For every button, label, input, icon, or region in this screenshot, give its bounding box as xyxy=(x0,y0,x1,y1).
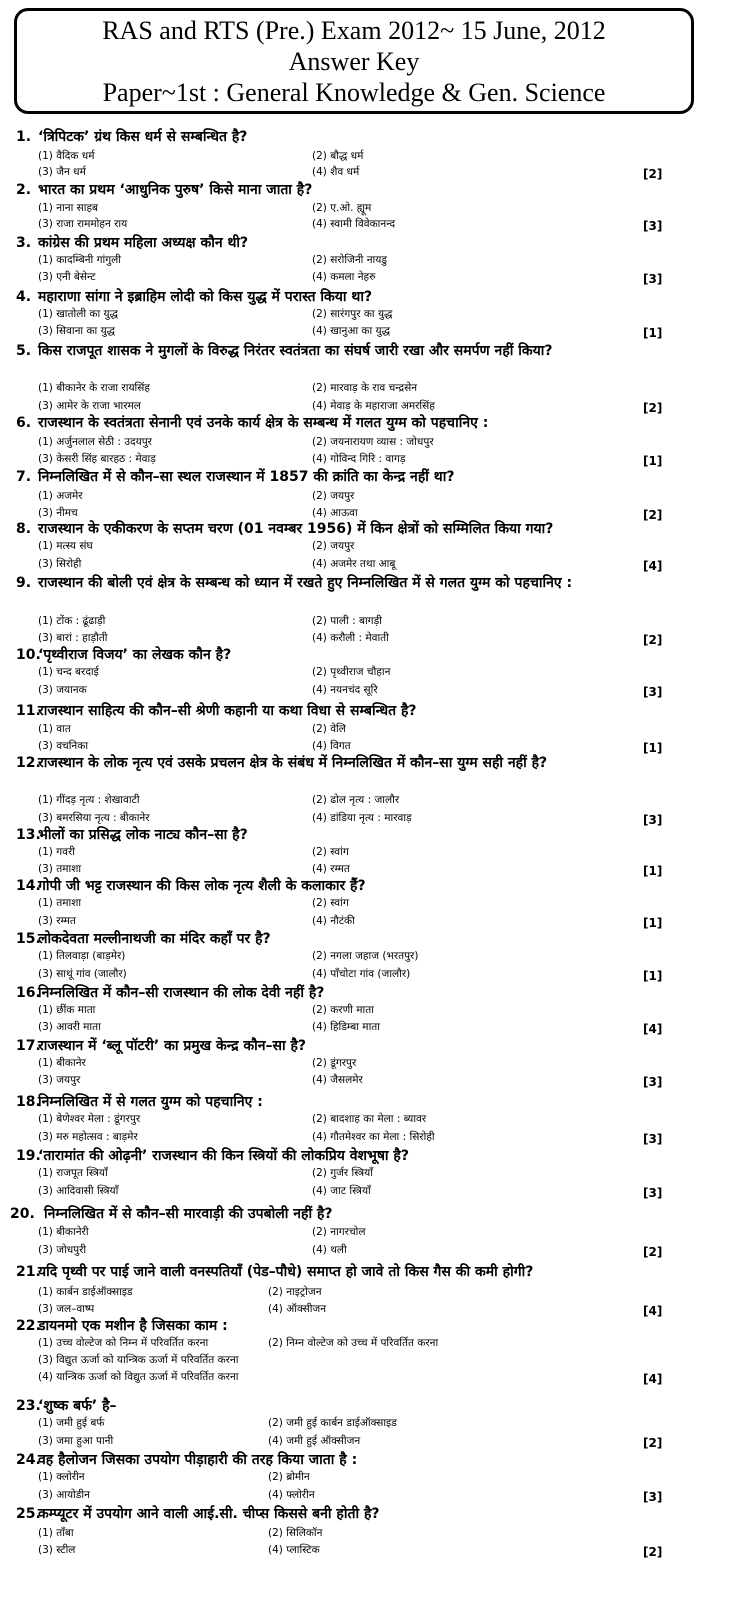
answer-label: [4] xyxy=(643,1304,663,1318)
answer-label: [3] xyxy=(643,1132,663,1146)
option-2: (2) ब्रोमीन xyxy=(268,1471,310,1483)
answer-label: [3] xyxy=(643,1186,663,1200)
option-2: (2) पाली : बागड़ी xyxy=(312,615,382,627)
option-4: (4) शैव धर्म xyxy=(312,166,360,178)
question-number: 19. xyxy=(16,1148,41,1164)
question-number: 10. xyxy=(16,647,41,663)
header-box xyxy=(14,8,694,114)
option-3: (3) आमेर के राजा भारमल xyxy=(38,400,141,412)
question-number: 23. xyxy=(16,1398,41,1414)
option-4: (4) विगत xyxy=(312,740,351,752)
option-4: (4) रम्मत xyxy=(312,863,350,875)
question-number: 4. xyxy=(16,289,32,305)
option-4: (4) कमला नेहरु xyxy=(312,271,376,283)
answer-label: [3] xyxy=(643,219,663,233)
option-2: (2) नगला जहाज (भरतपुर) xyxy=(312,950,419,962)
answer-label: [1] xyxy=(643,741,663,755)
option-3: (3) स्टील xyxy=(38,1544,76,1556)
option-2: (2) नाइट्रोजन xyxy=(268,1286,322,1298)
question-text: ‘शुष्क बर्फ’ है– xyxy=(38,1398,117,1414)
answer-label: [1] xyxy=(643,326,663,340)
question-number: 13. xyxy=(16,827,41,843)
question-text: गोपी जी भट्ट राजस्थान की किस लोक नृत्य शैली के कलाकार हैं? xyxy=(38,878,366,894)
option-2: (2) नागरचोल xyxy=(312,1226,366,1238)
answer-label: [2] xyxy=(643,508,663,522)
option-3: (3) एनी बेसेन्ट xyxy=(38,271,96,283)
answer-label: [4] xyxy=(643,1022,663,1036)
question-text: ‘त्रिपिटक’ ग्रंथ किस धर्म से सम्बन्धित है? xyxy=(38,129,248,145)
option-3: (3) बमरसिया नृत्य : बीकानेर xyxy=(38,812,150,824)
option-1: (1) चन्द बरदाई xyxy=(38,666,99,678)
option-3: (3) सिवाना का युद्ध xyxy=(38,325,116,337)
answer-label: [3] xyxy=(643,685,663,699)
question-number: 5. xyxy=(16,343,32,359)
option-3: (3) जयानक xyxy=(38,684,87,696)
option-4: (4) जमी हुई ऑक्सीजन xyxy=(268,1435,361,1447)
question-number: 16. xyxy=(16,985,41,1001)
answer-label: [1] xyxy=(643,454,663,468)
option-3: (3) मरु महोत्सव : बाड़मेर xyxy=(38,1131,138,1143)
question-number: 8. xyxy=(16,521,32,537)
option-2: (2) जयपुर xyxy=(312,490,355,502)
question-number: 24. xyxy=(16,1452,41,1468)
option-3: (3) जयपुर xyxy=(38,1074,81,1086)
option-4: (4) ऑक्सीजन xyxy=(268,1303,327,1315)
question-number: 7. xyxy=(16,469,32,485)
question-text: वह हैलोजन जिसका उपयोग पीड़ाहारी की तरह किया जाता है : xyxy=(38,1452,358,1468)
option-2: (2) स्वांग xyxy=(312,846,349,858)
option-1: (1) तमाशा xyxy=(38,897,82,909)
option-3: (3) नीमच xyxy=(38,507,78,519)
option-1: (1) कादम्बिनी गांगुली xyxy=(38,254,121,266)
answer-label: [4] xyxy=(643,559,663,573)
question-text: भारत का प्रथम ‘आधुनिक पुरुष’ किसे माना जाता है? xyxy=(38,182,313,198)
option-4: (4) डांडिया नृत्य : मारवाड़ xyxy=(312,812,412,824)
option-1: (1) ताँबा xyxy=(38,1527,74,1539)
option-4: (4) थली xyxy=(312,1244,347,1256)
question-number: 12. xyxy=(16,755,41,771)
option-3: (3) आवरी माता xyxy=(38,1021,101,1033)
option-4: (4) पाँचोटा गांव (जालौर) xyxy=(312,968,411,980)
question-text: भीलों का प्रसिद्ध लोक नाट्य कौन–सा है? xyxy=(38,827,248,843)
option-1: (1) जमी हुई बर्फ xyxy=(38,1417,105,1429)
question-number: 22. xyxy=(16,1318,41,1334)
option-2: (2) मारवाड़ के राव चन्द्रसेन xyxy=(312,382,418,394)
question-text: ‘तारामांत की ओढ़नी’ राजस्थान की किन स्त्रियों की लोकप्रिय वेशभूषा है? xyxy=(38,1148,409,1164)
option-3: (3) जोधपुरी xyxy=(38,1244,87,1256)
question-text: यदि पृथ्वी पर पाई जाने वाली वनस्पतियाँ (पेड–पौधे) समाप्त हो जावे तो किस गैस की कमी होगी? xyxy=(38,1264,534,1280)
answer-label: [3] xyxy=(643,813,663,827)
option-2: (2) गुर्जर स्त्रियाँ xyxy=(312,1167,373,1179)
option-3: (3) साथूं गांव (जालौर) xyxy=(38,968,127,980)
question-number: 15. xyxy=(16,931,41,947)
option-2: (2) सरोजिनी नायडु xyxy=(312,254,387,266)
question-number: 17. xyxy=(16,1038,41,1054)
option-4: (4) हिडिम्बा माता xyxy=(312,1021,381,1033)
option-4: (4) आऊवा xyxy=(312,507,358,519)
question-number: 9. xyxy=(16,575,32,591)
option-3: (3) जमा हुआ पानी xyxy=(38,1435,114,1447)
answer-label: [3] xyxy=(643,1075,663,1089)
option-1: (1) मत्स्य संघ xyxy=(38,540,93,552)
option-1: (1) अजमेर xyxy=(38,490,83,502)
answer-label: [2] xyxy=(643,167,663,181)
option-3: (3) आदिवासी स्त्रियाँ xyxy=(38,1185,119,1197)
option-2: (2) पृथ्वीराज चौहान xyxy=(312,666,391,678)
answer-label: [2] xyxy=(643,633,663,647)
question-number: 20. xyxy=(10,1206,35,1222)
option-1: (1) वैदिक धर्म xyxy=(38,150,95,162)
question-text: ‘पृथ्वीराज विजय’ का लेखक कौन है? xyxy=(38,647,232,663)
answer-label: [1] xyxy=(643,969,663,983)
option-4: (4) मेवाड़ के महाराजा अमरसिंह xyxy=(312,400,435,412)
answer-key-title: Answer Key xyxy=(288,47,420,76)
option-4: (4) प्लास्टिक xyxy=(268,1544,320,1556)
option-1: (1) अर्जुनलाल सेठी : उदयपुर xyxy=(38,436,152,448)
option-3: (3) वचनिका xyxy=(38,740,89,752)
option-1: (1) बीकानेरी xyxy=(38,1226,89,1238)
question-text: कांग्रेस की प्रथम महिला अध्यक्ष कौन थी? xyxy=(38,235,249,251)
option-2: (2) निम्न वोल्टेज को उच्च में परिवर्तित करना xyxy=(268,1337,439,1349)
question-text: राजस्थान साहित्य की कौन–सी श्रेणी कहानी या कथा विधा से सम्बन्धित है? xyxy=(38,703,417,719)
answer-label: [2] xyxy=(643,401,663,415)
option-1: (1) खातोली का युद्ध xyxy=(38,308,119,320)
answer-label: [2] xyxy=(643,1436,663,1450)
option-2: (2) बादशाह का मेला : ब्यावर xyxy=(312,1113,427,1125)
option-1: (1) कार्बन डाईऑक्साइड xyxy=(38,1286,133,1298)
question-list xyxy=(0,128,739,1600)
option-2: (2) बौद्ध धर्म xyxy=(312,150,364,162)
question-number: 11. xyxy=(16,703,41,719)
option-2: (2) जमी हुई कार्बन डाईऑक्साइड xyxy=(268,1417,397,1429)
option-1: (1) बीकानेर के राजा रायसिंह xyxy=(38,382,150,394)
option-2: (2) जयनारायण व्यास : जोधपुर xyxy=(312,436,434,448)
question-text: लोकदेवता मल्लीनाथजी का मंदिर कहाँ पर है? xyxy=(38,931,271,947)
option-1: (1) तिलवाड़ा (बाड़मेर) xyxy=(38,950,126,962)
paper-title: Paper~1st : General Knowledge & Gen. Science xyxy=(102,78,606,107)
option-2: (2) सिलिकॉन xyxy=(268,1527,323,1539)
option-2: (2) जयपुर xyxy=(312,540,355,552)
answer-label: [1] xyxy=(643,864,663,878)
answer-label: [2] xyxy=(643,1545,663,1559)
question-text: राजस्थान में ‘ब्लू पॉटरी’ का प्रमुख केन्द्र कौन–सा है? xyxy=(38,1038,307,1054)
option-4: (4) नयनचंद सूरि xyxy=(312,684,378,696)
option-2: (2) सारंगपुर का युद्ध xyxy=(312,308,393,320)
question-text: डायनमो एक मशीन है जिसका काम : xyxy=(38,1318,228,1334)
option-2: (2) डूंगरपुर xyxy=(312,1057,357,1069)
option-3: (3) केसरी सिंह बारहठ : मेवाड़ xyxy=(38,453,156,465)
option-2: (2) स्वांग xyxy=(312,897,349,909)
option-4: (4) स्वामी विवेकानन्द xyxy=(312,218,396,230)
option-4: (4) गोविन्द गिरि : वागड़ xyxy=(312,453,406,465)
option-3: (3) बारां : हाड़ौती xyxy=(38,632,108,644)
answer-label: [3] xyxy=(643,272,663,286)
option-3: (3) रम्मत xyxy=(38,915,76,927)
option-1: (1) गवरी xyxy=(38,846,75,858)
option-3: (3) जैन धर्म xyxy=(38,166,86,178)
option-1: (1) गींदड़ नृत्य : शेखावाटी xyxy=(38,794,140,806)
option-1: (1) बीकानेर xyxy=(38,1057,86,1069)
option-2: (2) ए.ओ. ह्यूम xyxy=(312,202,372,214)
question-number: 14. xyxy=(16,878,41,894)
question-text: राजस्थान के लोक नृत्य एवं उसके प्रचलन क्षेत्र के संबंध में निम्नलिखित में कौन–सा युग्म सही नहीं है? xyxy=(38,755,548,771)
option-3: (3) सिरोही xyxy=(38,558,82,570)
option-4: (4) फ्लोरीन xyxy=(268,1489,315,1501)
option-3: (3) जल–वाष्प xyxy=(38,1303,95,1315)
question-text: निम्नलिखित में से गलत युग्म को पहचानिए : xyxy=(38,1094,263,1110)
option-1: (1) उच्च वोल्टेज को निम्न में परिवर्तित करना xyxy=(38,1337,209,1349)
question-text: राजस्थान के एकीकरण के सप्तम चरण (01 नवम्बर 1956) में किन क्षेत्रों को सम्मिलित किया गया? xyxy=(38,521,554,537)
option-4: (4) अजमेर तथा आबू xyxy=(312,558,396,570)
question-text: निम्नलिखित में से कौन–सा स्थल राजस्थान में 1857 की क्रांति का केन्द्र नहीं था? xyxy=(38,469,455,485)
option-4: (4) खानुआ का युद्ध xyxy=(312,325,391,337)
question-text: महाराणा सांगा ने इब्राहिम लोदी को किस युद्ध में परास्त किया था? xyxy=(38,289,373,305)
question-number: 21. xyxy=(16,1264,41,1280)
question-number: 18. xyxy=(16,1094,41,1110)
option-4: (4) यान्त्रिक ऊर्जा को विद्युत ऊर्जा में परिवर्तित करना xyxy=(38,1371,239,1383)
option-2: (2) करणी माता xyxy=(312,1004,374,1016)
option-4: (4) करौली : मेवाती xyxy=(312,632,389,644)
answer-label: [2] xyxy=(643,1245,663,1259)
option-4: (4) नौटंकी xyxy=(312,915,355,927)
option-1: (1) क्लोरीन xyxy=(38,1471,85,1483)
question-number: 6. xyxy=(16,415,32,431)
question-text: राजस्थान के स्वतंत्रता सेनानी एवं उनके कार्य क्षेत्र के सम्बन्ध में गलत युग्म को पहचानिए : xyxy=(38,415,489,431)
option-3: (3) राजा राममोहन राय xyxy=(38,218,128,230)
question-number: 1. xyxy=(16,129,32,145)
option-1: (1) बेणेश्वर मेला : डूंगरपुर xyxy=(38,1113,141,1125)
question-number: 3. xyxy=(16,235,32,251)
answer-label: [1] xyxy=(643,916,663,930)
option-3: (3) तमाशा xyxy=(38,863,82,875)
question-text: कम्प्यूटर में उपयोग आने वाली आई.सी. चीप्स किससे बनी होती है? xyxy=(38,1506,380,1522)
option-1: (1) नाना साहब xyxy=(38,202,99,214)
answer-label: [4] xyxy=(643,1372,663,1386)
question-text: राजस्थान की बोली एवं क्षेत्र के सम्बन्ध को ध्यान में रखते हुए निम्नलिखित में से गलत युग्म को पहचानिए : xyxy=(38,575,573,591)
option-2: (2) ढोल नृत्य : जालौर xyxy=(312,794,400,806)
question-text: निम्नलिखित में कौन–सी राजस्थान की लोक देवी नहीं है? xyxy=(38,985,325,1001)
question-text: किस राजपूत शासक ने मुगलों के विरुद्ध निरंतर स्वतंत्रता का संघर्ष जारी रखा और समर्पण नहीं किया? xyxy=(38,343,553,359)
option-1: (1) राजपूत स्त्रियाँ xyxy=(38,1167,108,1179)
question-text: निम्नलिखित में से कौन–सी मारवाड़ी की उपबोली नहीं है? xyxy=(44,1206,333,1222)
option-4: (4) जाट स्त्रियाँ xyxy=(312,1185,371,1197)
option-2: (2) वेलि xyxy=(312,723,346,735)
option-1: (1) टोंक : ढूंढाड़ी xyxy=(38,615,106,627)
exam-title: RAS and RTS (Pre.) Exam 2012~ 15 June, 2012 xyxy=(102,16,606,45)
answer-label: [3] xyxy=(643,1490,663,1504)
option-3: (3) आयोडीन xyxy=(38,1489,90,1501)
question-number: 25. xyxy=(16,1506,41,1522)
option-4: (4) गौतमेश्वर का मेला : सिरोही xyxy=(312,1131,435,1143)
option-3: (3) विद्युत ऊर्जा को यान्त्रिक ऊर्जा में परिवर्तित करना xyxy=(38,1354,239,1366)
option-1: (1) वात xyxy=(38,723,71,735)
option-1: (1) छींक माता xyxy=(38,1004,96,1016)
option-4: (4) जैसलमेर xyxy=(312,1074,363,1086)
question-number: 2. xyxy=(16,182,32,198)
